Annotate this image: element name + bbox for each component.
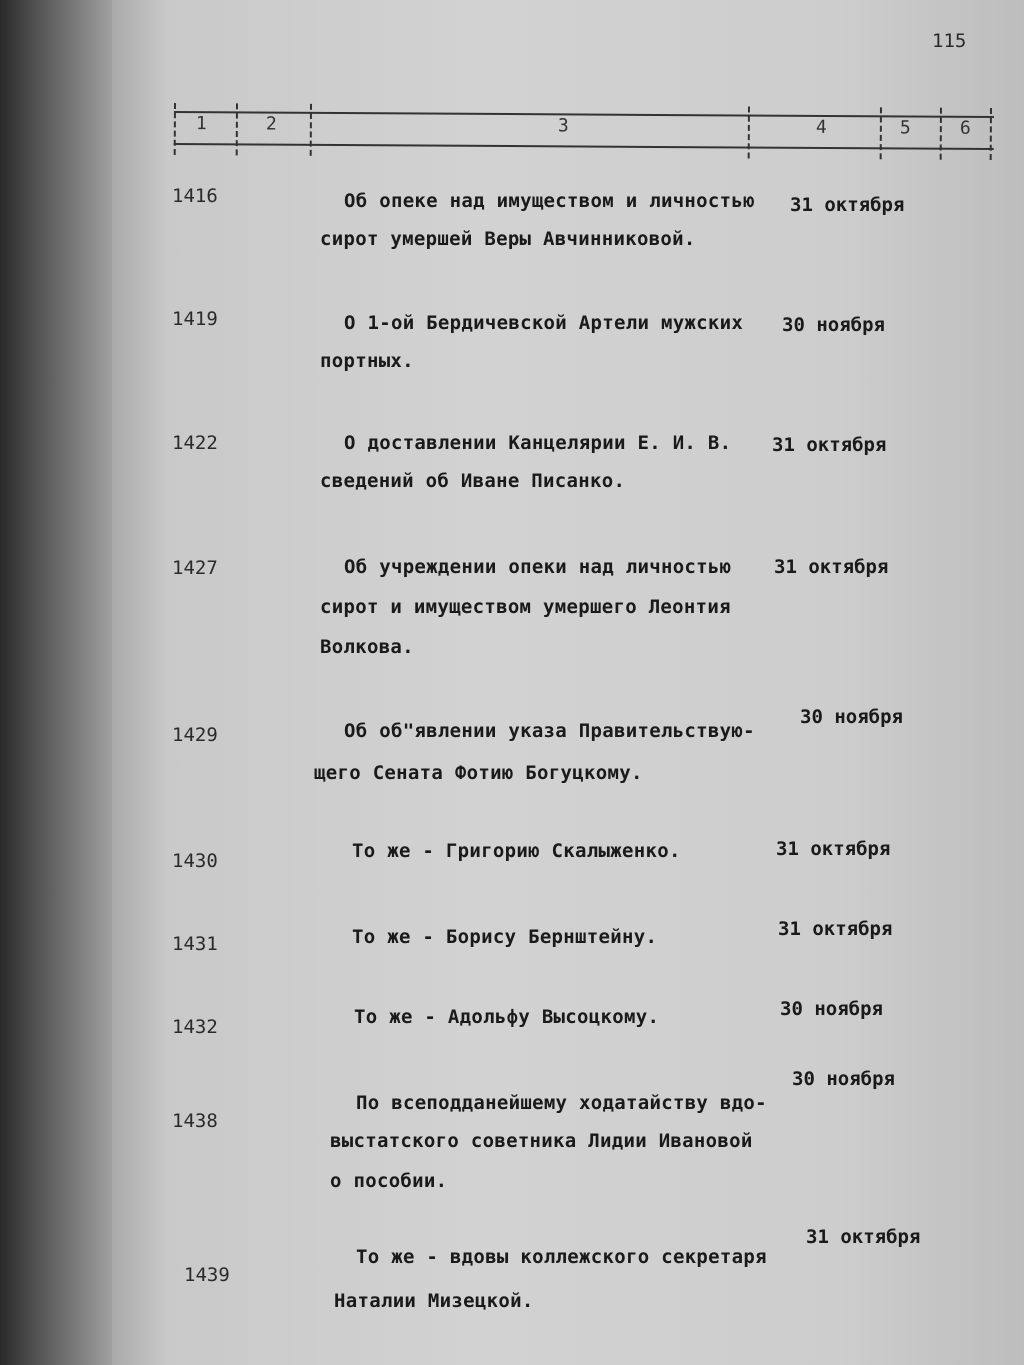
entry-number: 1427 — [172, 557, 218, 579]
header-bottom-rule — [174, 143, 994, 150]
column-separator — [990, 108, 992, 160]
entry-title-line: портных. — [320, 350, 414, 372]
column-header-6: 6 — [959, 117, 971, 139]
entry-title-line: То же - Борису Бернштейну. — [352, 926, 658, 948]
entry-title-line: О доставлении Канцелярии Е. И. В. — [344, 432, 732, 454]
entry-number: 1438 — [172, 1110, 218, 1132]
entry-title-line: сирот и имуществом умершего Леонтия — [320, 596, 731, 618]
column-header-2: 2 — [265, 113, 277, 135]
entry-title-line: сведений об Иване Писанко. — [320, 470, 626, 492]
column-header-4: 4 — [815, 116, 827, 138]
entry-title-line: Наталии Мизецкой. — [334, 1290, 534, 1312]
entry-title-line: По всеподданейшему ходатайству вдо- — [356, 1092, 767, 1114]
entry-date: 31 октября — [790, 194, 905, 216]
entry-title-line: То же - Адольфу Высоцкому. — [354, 1006, 660, 1028]
entry-date: 31 октября — [806, 1226, 921, 1248]
entry-number: 1431 — [172, 933, 218, 955]
column-separator — [236, 103, 238, 155]
column-header-5: 5 — [899, 117, 911, 139]
entry-title-line: То же - вдовы коллежского секретаря — [356, 1246, 767, 1268]
entry-number: 1429 — [172, 724, 218, 746]
entry-title-line: Об об"явлении указа Правительствую- — [344, 720, 755, 742]
entry-number: 1416 — [172, 185, 218, 207]
entry-title-line: выстатского советника Лидии Ивановой — [330, 1130, 753, 1152]
entry-title-line: Волкова. — [320, 636, 414, 658]
entry-title-line: о пособии. — [330, 1170, 448, 1192]
column-separator — [310, 104, 312, 156]
entry-title-line: Об учреждении опеки над личностью — [344, 556, 732, 578]
column-separator — [880, 107, 882, 159]
column-separator — [174, 103, 176, 155]
entry-number: 1422 — [172, 432, 218, 454]
entry-title-line: Об опеке над имуществом и личностью — [344, 190, 755, 212]
entry-number: 1430 — [172, 850, 218, 872]
entry-title-line: То же - Григорию Скалыженко. — [352, 840, 681, 862]
entry-title-line: О 1-ой Бердичевской Артели мужских — [344, 312, 744, 334]
column-header-1: 1 — [195, 113, 207, 135]
entry-date: 31 октября — [772, 434, 887, 456]
entry-date: 30 ноября — [800, 706, 903, 728]
entry-date: 30 ноября — [780, 998, 883, 1020]
column-separator — [748, 107, 750, 159]
entry-date: 31 октября — [776, 838, 891, 860]
entry-date: 31 октября — [774, 556, 889, 578]
entry-date: 30 ноября — [782, 314, 885, 336]
header-top-rule — [174, 111, 994, 118]
entry-number: 1439 — [184, 1264, 230, 1286]
entry-title-line: сирот умершей Веры Авчинниковой. — [320, 228, 696, 250]
column-header-3: 3 — [557, 115, 569, 137]
entry-title-line: щего Сената Фотию Богуцкому. — [314, 762, 643, 784]
column-separator — [940, 108, 942, 160]
column-header-row — [174, 103, 994, 160]
entry-date: 30 ноября — [792, 1068, 895, 1090]
entry-date: 31 октября — [778, 918, 893, 940]
entry-number: 1419 — [172, 308, 218, 330]
book-spine — [0, 0, 130, 1365]
page-number: 115 — [932, 30, 967, 52]
entry-number: 1432 — [172, 1016, 218, 1038]
